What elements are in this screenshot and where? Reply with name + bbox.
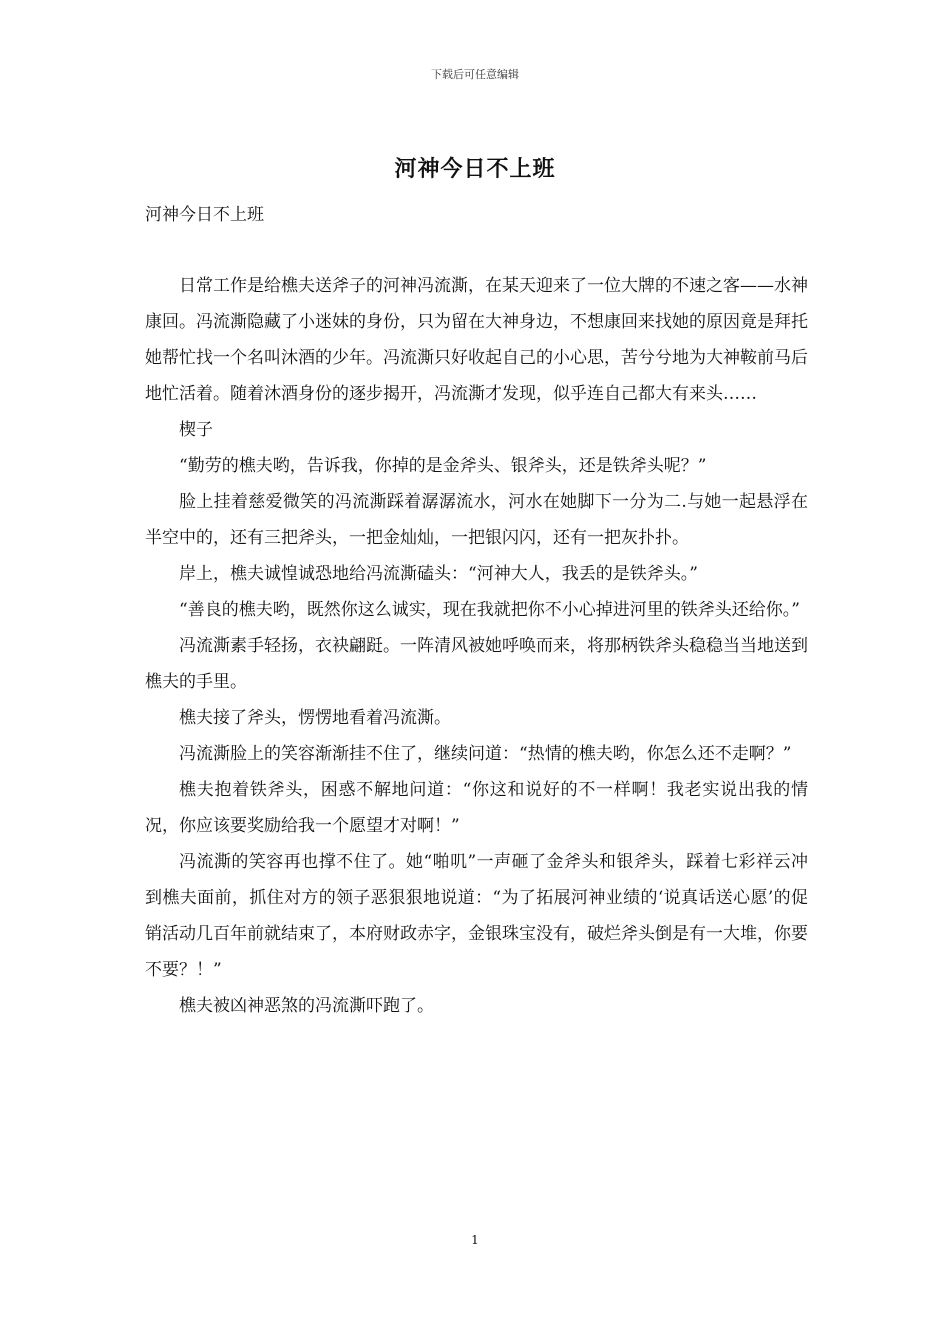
paragraph: “勤劳的樵夫哟，告诉我，你掉的是金斧头、银斧头，还是铁斧头呢？”: [179, 456, 707, 476]
paragraph: 樵夫被凶神恶煞的冯流澌吓跑了。: [179, 996, 434, 1016]
paragraph: 樵夫抱着铁斧头，困惑不解地问道：“你这和说好的不一样啊！我老实说出我的情况，你应该要奖励给我一个愿望才对啊！”: [145, 780, 808, 836]
paragraph: “善良的樵夫哟，既然你这么诚实，现在我就把你不小心掉进河里的铁斧头还给你。”: [179, 600, 800, 620]
page-number: 1: [471, 1233, 479, 1247]
paragraph: 脸上挂着慈爱微笑的冯流澌踩着潺潺流水，河水在她脚下一分为二.与她一起悬浮在半空中的，还有三把斧头，一把金灿灿，一把银闪闪，还有一把灰扑扑。: [145, 492, 808, 548]
document-body: [145, 268, 808, 1024]
document-title: 河神今日不上班: [394, 157, 556, 182]
paragraph: 樵夫接了斧头，愣愣地看着冯流澌。: [179, 708, 451, 728]
page-header: 下载后可任意编辑: [431, 68, 519, 81]
paragraph: 冯流澌的笑容再也撑不住了。她“啪叽”一声砸了金斧头和银斧头，踩着七彩祥云冲到樵夫面前，抓住对方的领子恶狠狠地说道：“为了拓展河神业绩的‘说真话送心愿’的促销活动几百年前就结束了，本府财政赤字，金银珠宝没有，破烂斧头倒是有一大堆，你要不要？！”: [145, 852, 808, 980]
paragraph-prologue-heading: 楔子: [179, 420, 213, 440]
paragraph: 冯流澌脸上的笑容渐渐挂不住了，继续问道：“热情的樵夫哟，你怎么还不走啊？”: [179, 744, 792, 764]
paragraph: 岸上，樵夫诚惶诚恐地给冯流澌磕头：“河神大人，我丢的是铁斧头。”: [179, 564, 698, 584]
paragraph: 冯流澌素手轻扬，衣袂翩跹。一阵清风被她呼唤而来，将那柄铁斧头稳稳当当地送到樵夫的手里。: [145, 636, 808, 692]
paragraph-synopsis: 日常工作是给樵夫送斧子的河神冯流澌，在某天迎来了一位大牌的不速之客——水神康回。冯流澌隐藏了小迷妹的身份，只为留在大神身边，不想康回来找她的原因竟是拜托她帮忙找一个名叫沐酒的少年。冯流澌只好收起自己的小心思，苦兮兮地为大神鞍前马后地忙活着。随着沐酒身份的逐步揭开，冯流澌才发现，似乎连自己都大有来头……: [145, 276, 808, 404]
document-subtitle: 河神今日不上班: [145, 205, 264, 225]
